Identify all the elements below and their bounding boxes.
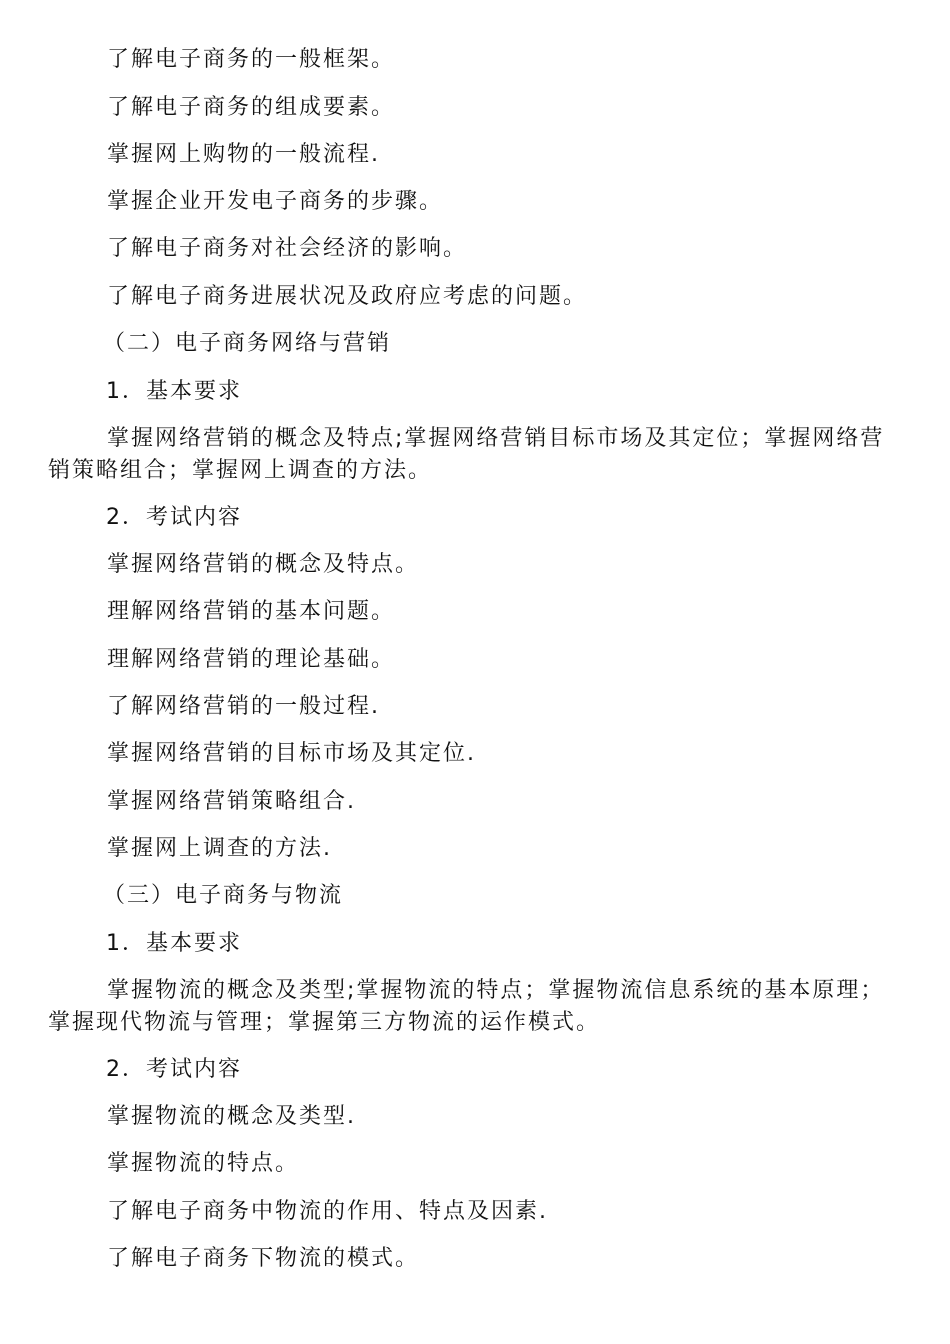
objective-item: 掌握网上购物的一般流程. [107,142,380,167]
objective-item: 了解电子商务进展状况及政府应考虑的问题。 [107,284,588,309]
section-heading-marketing: （二）电子商务网络与营销 [103,331,392,356]
objective-item: 掌握企业开发电子商务的步骤。 [107,189,444,214]
exam-content-item: 理解网络营销的理论基础。 [107,647,396,672]
exam-content-item: 了解电子商务中物流的作用、特点及因素. [107,1199,548,1224]
exam-content-title: 2．考试内容 [106,505,242,530]
exam-content-title: 2．考试内容 [106,1057,242,1082]
exam-content-item: 掌握网络营销的目标市场及其定位. [107,741,476,766]
exam-content-item: 掌握网上调查的方法. [107,836,332,861]
exam-content-item: 了解网络营销的一般过程. [107,694,380,719]
exam-content-item: 掌握物流的概念及类型. [107,1104,356,1129]
exam-content-item: 掌握网络营销的概念及特点。 [107,552,420,577]
exam-content-item: 了解电子商务下物流的模式。 [107,1246,420,1271]
basic-requirements-title: 1．基本要求 [106,379,242,404]
basic-requirements-text: 掌握网络营销的概念及特点;掌握网络营销目标市场及其定位；掌握网络营销策略组合；掌握网上调查的方法。 [48,426,885,483]
exam-content-item: 掌握物流的特点。 [107,1151,300,1176]
basic-requirements-title: 1．基本要求 [106,931,242,956]
objective-item: 了解电子商务的一般框架。 [107,47,396,72]
exam-content-item: 掌握网络营销策略组合. [107,789,356,814]
basic-requirements-text: 掌握物流的概念及类型;掌握物流的特点；掌握物流信息系统的基本原理；掌握现代物流与管理；掌握第三方物流的运作模式。 [48,978,885,1035]
objective-item: 了解电子商务的组成要素。 [107,95,396,120]
exam-content-item: 理解网络营销的基本问题。 [107,599,396,624]
objective-item: 了解电子商务对社会经济的影响。 [107,236,468,261]
section-heading-logistics: （三）电子商务与物流 [103,883,344,908]
